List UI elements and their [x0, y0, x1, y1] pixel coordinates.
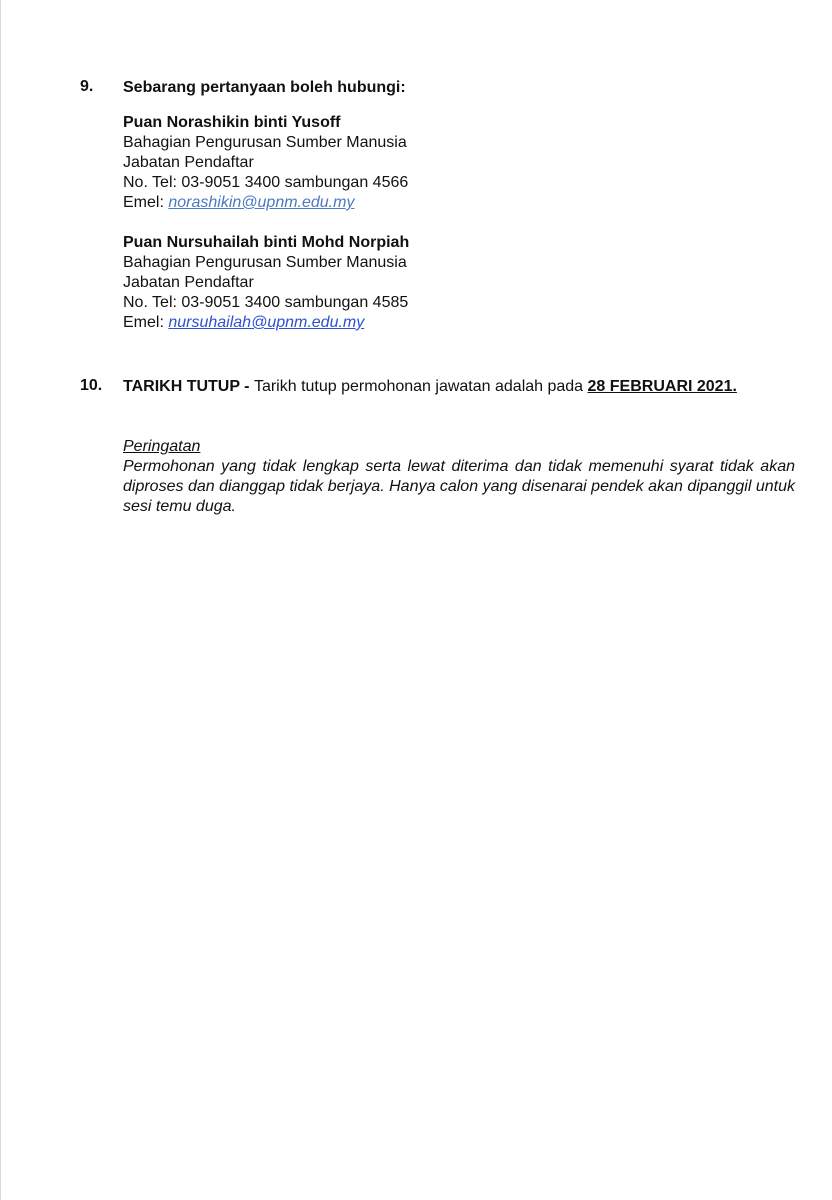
section-9-heading: Sebarang pertanyaan boleh hubungi: — [123, 79, 406, 96]
section-number: 10. — [80, 377, 103, 394]
section-number: 9. — [80, 78, 94, 95]
warning-text: Permohonan yang tidak lengkap serta lewat diterima dan tidak memenuhi syarat tidak akan diproses dan dianggap tidak berjaya. Hanya calon yang disenarai pendek akan dipanggil untuk sesi temu duga. — [123, 458, 795, 515]
section-10-body — [123, 377, 795, 397]
email-link[interactable]: norashikin@upnm.edu.my — [168, 194, 355, 211]
email-label: Emel: — [123, 314, 169, 331]
warning-title: Peringatan — [123, 438, 201, 455]
closing-date-value: 28 FEBRUARI 2021. — [587, 378, 737, 395]
warning-note — [123, 437, 795, 517]
contact-email-line — [123, 313, 795, 333]
contact-office: Jabatan Pendaftar — [123, 274, 254, 291]
contact-block-2 — [123, 233, 795, 333]
contact-name: Puan Norashikin binti Yusoff — [123, 114, 341, 131]
closing-date-label: TARIKH TUTUP - — [123, 378, 254, 395]
contact-block-1 — [123, 113, 795, 213]
closing-date-text: Tarikh tutup permohonan jawatan adalah pada — [253, 378, 588, 395]
email-link[interactable]: nursuhailah@upnm.edu.my — [168, 314, 365, 331]
contact-office: Jabatan Pendaftar — [123, 154, 254, 171]
email-label: Emel: — [123, 194, 169, 211]
section-9-body — [123, 78, 795, 333]
contact-name: Puan Nursuhailah binti Mohd Norpiah — [123, 234, 410, 251]
contact-department: Bahagian Pengurusan Sumber Manusia — [123, 254, 407, 271]
contact-department: Bahagian Pengurusan Sumber Manusia — [123, 134, 407, 151]
contact-email-line — [123, 193, 795, 213]
contact-phone: No. Tel: 03-9051 3400 sambungan 4566 — [123, 174, 409, 191]
contact-phone: No. Tel: 03-9051 3400 sambungan 4585 — [123, 294, 409, 311]
